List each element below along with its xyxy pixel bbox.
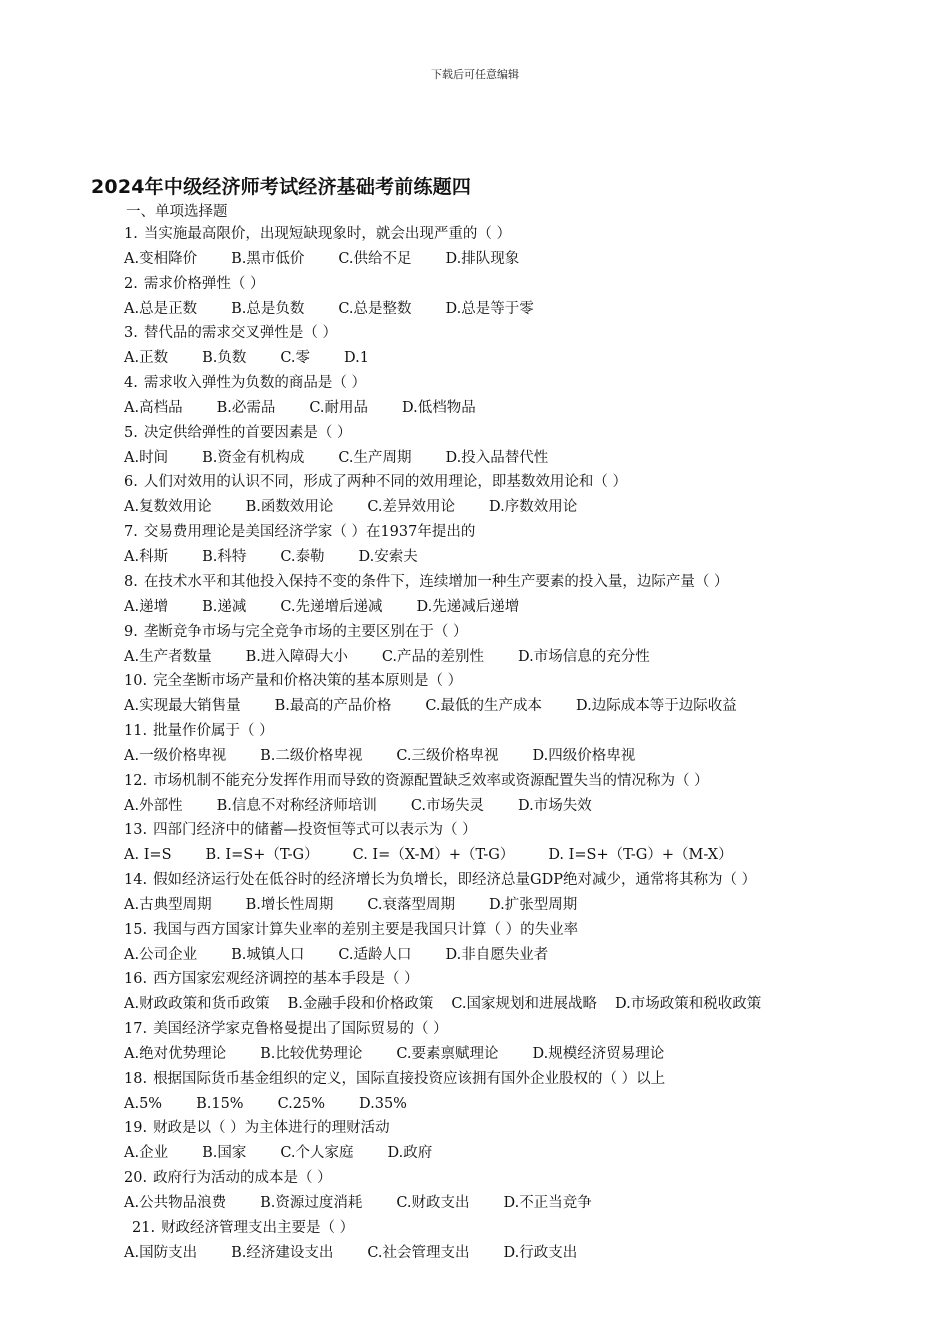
answer-option: A.生产者数量 <box>124 648 212 665</box>
options-line <box>124 595 924 620</box>
answer-option: B.二级价格卑视 <box>260 747 363 764</box>
question-text: 四部门经济中的储蓄—投资恒等式可以表示为（ ） <box>153 822 477 839</box>
question-text: 根据国际货币基金组织的定义，国际直接投资应该拥有国外企业股权的（ ）以上 <box>153 1070 666 1087</box>
answer-option: B.资金有机构成 <box>202 449 305 466</box>
options-line <box>124 794 924 819</box>
options-line <box>124 645 924 670</box>
answer-option: A.国防支出 <box>124 1244 198 1261</box>
answer-option: B.负数 <box>202 350 247 367</box>
answer-option: A.外部性 <box>124 797 183 814</box>
answer-option: B.国家 <box>202 1145 247 1162</box>
question-item <box>124 620 924 670</box>
question-item <box>124 272 924 322</box>
answer-option: C.耐用品 <box>309 400 369 417</box>
answer-option: A.公司企业 <box>124 946 198 963</box>
question-line <box>124 967 924 992</box>
answer-option: A.公共物品浪费 <box>124 1195 227 1212</box>
answer-option: B.增长性周期 <box>245 896 334 913</box>
options-line <box>124 495 924 520</box>
answer-option: B.最高的产品价格 <box>274 698 392 715</box>
section-heading: 一、单项选择题 <box>126 204 228 220</box>
question-text: 交易费用理论是美国经济学家（ ）在1937年提出的 <box>143 524 476 541</box>
answer-option: A.递增 <box>124 598 169 615</box>
answer-option: A.绝对优势理论 <box>124 1046 227 1062</box>
answer-option: A.一级价格卑视 <box>124 747 227 764</box>
answer-option: C.25% <box>277 1095 326 1112</box>
question-text: 需求收入弹性为负数的商品是（ ） <box>143 375 366 392</box>
question-number: 19. <box>124 1120 148 1137</box>
answer-option: C.差异效用论 <box>367 499 456 516</box>
answer-option: B.经济建设支出 <box>231 1244 334 1261</box>
options-line <box>124 943 924 968</box>
question-number: 5. <box>124 424 138 441</box>
question-number: 11. <box>124 722 148 739</box>
question-text: 替代品的需求交叉弹性是（ ） <box>143 325 337 342</box>
question-line <box>124 868 924 893</box>
answer-option: D.四级价格卑视 <box>532 747 636 764</box>
question-item <box>124 1017 924 1067</box>
answer-option: C.供给不足 <box>338 251 412 267</box>
question-line <box>124 272 924 297</box>
answer-option: C.先递增后递减 <box>280 598 383 615</box>
question-number: 6. <box>124 474 138 491</box>
options-line <box>124 843 924 868</box>
question-line <box>124 470 924 495</box>
answer-option: C.总是整数 <box>338 300 412 317</box>
answer-option: C.市场失灵 <box>410 797 485 814</box>
options-line <box>124 744 924 769</box>
answer-option: A.高档品 <box>124 400 183 417</box>
question-number: 21. <box>132 1219 156 1236</box>
question-item <box>124 222 924 272</box>
answer-option: D.1 <box>344 350 369 367</box>
answer-option: B.递减 <box>202 598 247 615</box>
question-text: 市场机制不能充分发挥作用而导致的资源配置缺乏效率或资源配置失当的情况称为（ ） <box>153 772 709 789</box>
question-text: 在技术水平和其他投入保持不变的条件下，连续增加一种生产要素的投入量，边际产量（ ） <box>143 573 729 590</box>
question-number: 17. <box>124 1021 148 1037</box>
question-text: 假如经济运行处在低谷时的经济增长为负增长，即经济总量GDP绝对减少，通常将其称为（ ） <box>153 871 757 888</box>
question-item <box>124 769 924 819</box>
options-line <box>124 396 924 421</box>
question-text: 财政经济管理支出主要是（ ） <box>161 1219 355 1236</box>
document-title: 2024年中级经济师考试经济基础考前练题四 <box>91 176 472 198</box>
answer-option: A.科斯 <box>124 549 169 566</box>
answer-option: B.城镇人口 <box>231 946 305 963</box>
question-line <box>124 421 924 446</box>
options-line <box>124 893 924 918</box>
question-line <box>124 1017 924 1042</box>
question-text: 人们对效用的认识不同，形成了两种不同的效用理论，即基数效用论和（ ） <box>143 474 627 491</box>
answer-option: C.最低的生产成本 <box>425 698 543 715</box>
answer-option: C.国家规划和进展战略 <box>451 996 598 1013</box>
answer-option: D.35% <box>359 1095 407 1112</box>
answer-option: D.序数效用论 <box>489 499 578 516</box>
question-item <box>124 967 924 1017</box>
question-line <box>124 371 924 396</box>
question-text: 西方国家宏观经济调控的基本手段是（ ） <box>153 971 419 988</box>
answer-option: A. I=S <box>124 847 172 864</box>
answer-option: A.变相降价 <box>124 251 198 267</box>
answer-option: D.市场信息的充分性 <box>518 648 650 665</box>
answer-option: A.古典型周期 <box>124 896 212 913</box>
question-text: 当实施最高限价，出现短缺现象时，就会出现严重的（ ） <box>143 226 511 242</box>
question-item <box>124 570 924 620</box>
question-line <box>124 321 924 346</box>
question-line <box>124 520 924 545</box>
question-number: 15. <box>124 921 148 938</box>
question-item <box>124 918 924 968</box>
question-item <box>124 520 924 570</box>
answer-option: D.边际成本等于边际收益 <box>576 698 737 715</box>
answer-option: A.总是正数 <box>124 300 198 317</box>
answer-option: D.市场失效 <box>518 797 592 814</box>
answer-option: B.科特 <box>202 549 247 566</box>
question-item <box>124 1116 924 1166</box>
question-text: 垄断竞争市场与完全竞争市场的主要区别在于（ ） <box>143 623 468 640</box>
question-item <box>124 1067 924 1117</box>
answer-option: D.市场政策和税收政策 <box>615 996 762 1013</box>
question-item <box>124 818 924 868</box>
question-line <box>124 222 924 247</box>
answer-option: B.信息不对称经济师培训 <box>216 797 377 814</box>
options-line <box>124 446 924 471</box>
answer-option: D.总是等于零 <box>445 300 534 317</box>
answer-option: D.非自愿失业者 <box>445 946 549 963</box>
question-item <box>124 1216 924 1266</box>
answer-option: A.复数效用论 <box>124 499 212 516</box>
options-line <box>124 1241 924 1266</box>
answer-option: B.进入障碍大小 <box>245 648 348 665</box>
question-text: 需求价格弹性（ ） <box>143 275 265 292</box>
answer-option: B.金融手段和价格政策 <box>287 996 434 1013</box>
question-item <box>124 321 924 371</box>
question-line <box>124 918 924 943</box>
answer-option: B.总是负数 <box>231 300 305 317</box>
answer-option: C.三级价格卑视 <box>396 747 499 764</box>
answer-option: B.必需品 <box>216 400 276 417</box>
page-header: 下载后可任意编辑 <box>431 68 519 81</box>
question-item <box>124 1166 924 1216</box>
answer-option: D.低档物品 <box>402 400 476 417</box>
question-item <box>124 669 924 719</box>
question-text: 批量作价属于（ ） <box>153 722 274 739</box>
question-number: 12. <box>124 772 148 789</box>
question-number: 8. <box>124 573 138 590</box>
question-number: 7. <box>124 524 138 541</box>
question-item <box>124 470 924 520</box>
answer-option: C. I=（X-M）+（T-G） <box>352 847 515 864</box>
answer-option: D.政府 <box>387 1145 433 1162</box>
question-text: 美国经济学家克鲁格曼提出了国际贸易的（ ） <box>153 1021 448 1037</box>
question-text: 决定供给弹性的首要因素是（ ） <box>143 424 352 441</box>
question-line <box>124 620 924 645</box>
question-text: 我国与西方国家计算失业率的差别主要是我国只计算（ ）的失业率 <box>153 921 579 938</box>
answer-option: C.生产周期 <box>338 449 412 466</box>
options-line <box>124 1092 924 1117</box>
answer-option: B.黑市低价 <box>231 251 305 267</box>
question-item <box>124 868 924 918</box>
answer-option: D.排队现象 <box>445 251 520 267</box>
question-number: 13. <box>124 822 148 839</box>
question-line <box>124 570 924 595</box>
question-number: 2. <box>124 275 138 292</box>
options-line <box>124 1191 924 1216</box>
answer-option: A.实现最大销售量 <box>124 698 241 715</box>
question-number: 16. <box>124 971 148 988</box>
answer-option: A.企业 <box>124 1145 169 1162</box>
answer-option: D.扩张型周期 <box>489 896 578 913</box>
question-number: 4. <box>124 375 138 392</box>
answer-option: D.投入品替代性 <box>445 449 549 466</box>
answer-option: B. I=S+（T-G） <box>205 847 319 864</box>
answer-option: A.时间 <box>124 449 169 466</box>
answer-option: D.行政支出 <box>503 1244 578 1261</box>
answer-option: C.要素禀赋理论 <box>396 1046 499 1062</box>
question-number: 3. <box>124 325 138 342</box>
answer-option: A.5% <box>124 1095 163 1112</box>
answer-option: B.15% <box>196 1095 244 1112</box>
options-line <box>124 545 924 570</box>
options-line <box>124 346 924 371</box>
answer-option: D.安索夫 <box>358 549 418 566</box>
question-line <box>124 1067 924 1092</box>
question-line <box>124 818 924 843</box>
question-item <box>124 371 924 421</box>
answer-option: C.适龄人口 <box>338 946 412 963</box>
options-line <box>124 297 924 322</box>
answer-option: C.社会管理支出 <box>367 1244 470 1261</box>
question-line <box>124 769 924 794</box>
question-item <box>124 719 924 769</box>
question-text: 政府行为活动的成本是（ ） <box>153 1170 332 1187</box>
question-number: 18. <box>124 1070 148 1087</box>
question-number: 10. <box>124 673 148 690</box>
answer-option: D.规模经济贸易理论 <box>532 1046 665 1062</box>
answer-option: A.财政政策和货币政策 <box>124 996 270 1013</box>
options-line <box>124 694 924 719</box>
question-line <box>124 669 924 694</box>
question-list <box>124 222 924 1265</box>
question-number: 9. <box>124 623 138 640</box>
answer-option: C.零 <box>280 350 311 367</box>
answer-option: B.函数效用论 <box>245 499 334 516</box>
options-line <box>124 1141 924 1166</box>
question-line <box>124 1166 924 1191</box>
answer-option: C.泰勒 <box>280 549 325 566</box>
answer-option: C.个人家庭 <box>280 1145 354 1162</box>
answer-option: D.先递减后递增 <box>416 598 520 615</box>
answer-option: D. I=S+（T-G）+（M-X） <box>548 847 733 864</box>
answer-option: C.衰落型周期 <box>367 896 456 913</box>
question-text: 财政是以（ ）为主体进行的理财活动 <box>153 1120 390 1137</box>
question-line <box>124 719 924 744</box>
question-line <box>124 1116 924 1141</box>
answer-option: C.财政支出 <box>396 1195 470 1212</box>
answer-option: B.资源过度消耗 <box>260 1195 363 1212</box>
question-text: 完全垄断市场产量和价格决策的基本原则是（ ） <box>153 673 463 690</box>
question-item <box>124 421 924 471</box>
answer-option: A.正数 <box>124 350 169 367</box>
question-number: 1. <box>124 226 138 242</box>
question-number: 14. <box>124 871 148 888</box>
answer-option: D.不正当竞争 <box>503 1195 592 1212</box>
options-line <box>124 992 924 1017</box>
options-line <box>124 1042 924 1067</box>
question-line <box>124 1216 924 1241</box>
options-line <box>124 247 924 272</box>
answer-option: B.比较优势理论 <box>260 1046 363 1062</box>
question-number: 20. <box>124 1170 148 1187</box>
answer-option: C.产品的差别性 <box>381 648 485 665</box>
